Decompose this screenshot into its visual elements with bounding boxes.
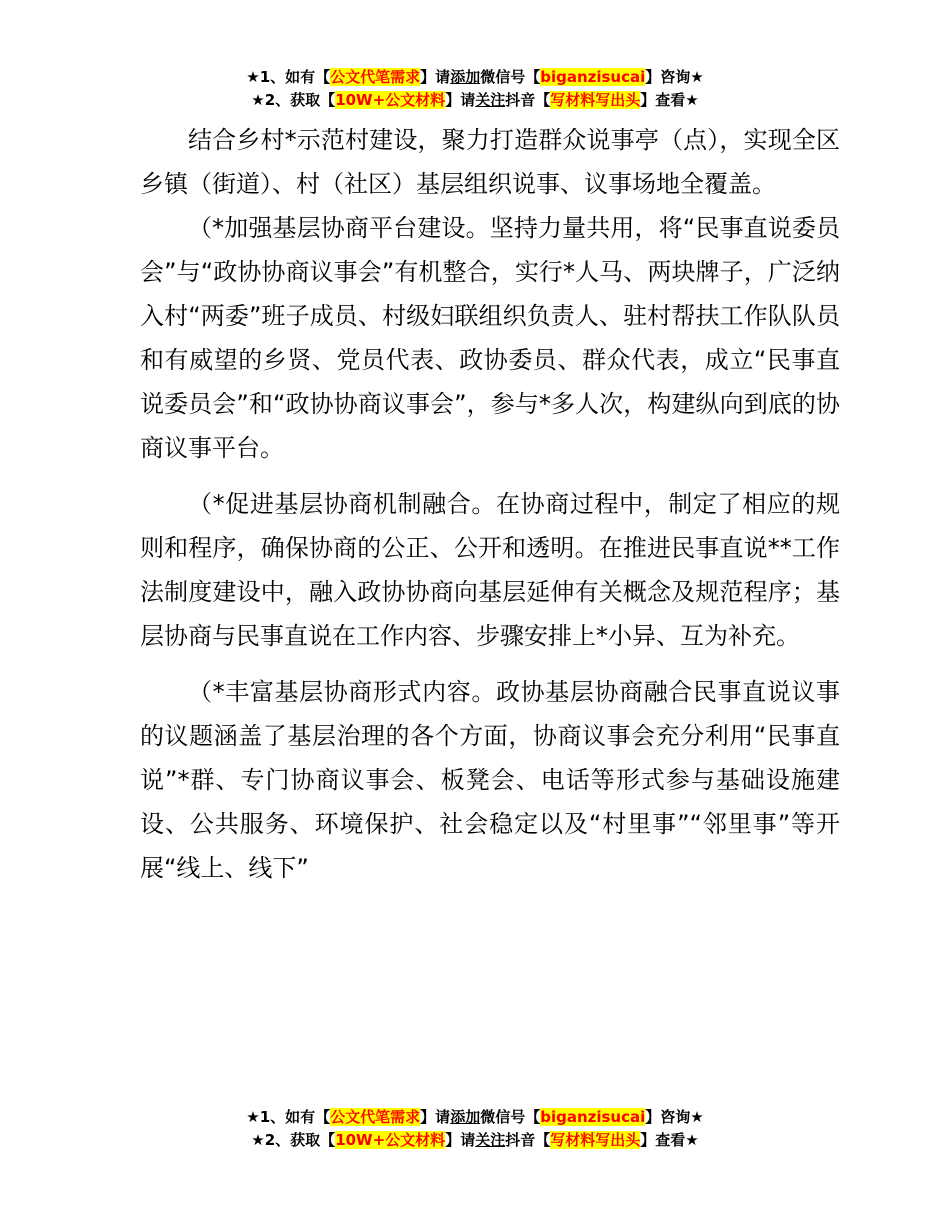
banner-text: 】请 — [420, 1108, 451, 1126]
highlight-douyin-account: 写材料写出头 — [550, 1131, 641, 1149]
banner-text: 】咨询★ — [645, 1108, 704, 1126]
banner-text: 】请 — [445, 1131, 476, 1149]
banner-line-1 — [0, 1106, 950, 1129]
banner-emphasis: 添加 — [450, 68, 481, 86]
header-banner — [0, 66, 950, 112]
banner-emphasis: 关注 — [475, 91, 506, 109]
paragraph: （*丰富基层协商形式内容。政协基层协商融合民事直说议事的议题涵盖了基层治理的各个方面，协商议事会充分利用“民事直说”*群、专门协商议事会、板凳会、电话等形式参与基础设施建设、公共服务、环境保护、社会稳定以及“村里事”“邻里事”等开展“线上、线下” — [140, 678, 840, 882]
highlight-douyin-account: 写材料写出头 — [550, 91, 641, 109]
highlight-service: 公文代笔需求 — [330, 68, 421, 86]
banner-text: 】查看★ — [640, 1131, 699, 1149]
highlight-materials: 10W+公文材料 — [335, 91, 446, 109]
paragraph: 结合乡村*示范村建设，聚力打造群众说事亭（点），实现全区乡镇（街道）、村（社区）基层组织说事、议事场地全覆盖。 — [140, 126, 840, 198]
banner-line-2 — [0, 1129, 950, 1152]
paragraph: （*促进基层协商机制融合。在协商过程中，制定了相应的规则和程序，确保协商的公正、公开和透明。在推进民事直说**工作法制度建设中，融入政协协商向基层延伸有关概念及规范程序；基层协商与民事直说在工作内容、步骤安排上*小异、互为补充。 — [140, 490, 840, 650]
highlight-service: 公文代笔需求 — [330, 1108, 421, 1126]
banner-emphasis: 添加 — [450, 1108, 481, 1126]
banner-text: 微信号【 — [480, 68, 541, 86]
banner-line-2 — [0, 89, 950, 112]
banner-text: 】请 — [445, 91, 476, 109]
document-body — [140, 118, 840, 902]
highlight-wechat-id: biganzisucai — [540, 68, 646, 86]
banner-text: 微信号【 — [480, 1108, 541, 1126]
banner-text: ★1、如有【 — [246, 68, 331, 86]
banner-emphasis: 关注 — [475, 1131, 506, 1149]
banner-text: 抖音【 — [505, 91, 551, 109]
banner-text: 抖音【 — [505, 1131, 551, 1149]
banner-text: 】咨询★ — [645, 68, 704, 86]
banner-text: 】查看★ — [640, 91, 699, 109]
highlight-materials: 10W+公文材料 — [335, 1131, 446, 1149]
banner-text: 】请 — [420, 68, 451, 86]
highlight-wechat-id: biganzisucai — [540, 1108, 646, 1126]
banner-text: ★1、如有【 — [246, 1108, 331, 1126]
banner-line-1 — [0, 66, 950, 89]
footer-banner — [0, 1106, 950, 1152]
banner-text: ★2、获取【 — [251, 91, 336, 109]
banner-text: ★2、获取【 — [251, 1131, 336, 1149]
paragraph: （*加强基层协商平台建设。坚持力量共用，将“民事直说委员会”与“政协协商议事会”有机整合，实行*人马、两块牌子，广泛纳入村“两委”班子成员、村级妇联组织负责人、驻村帮扶工作队队员和有威望的乡贤、党员代表、政协委员、群众代表，成立“民事直说委员会”和“政协协商议事会”，参与*多人次，构建纵向到底的协商议事平台。 — [140, 214, 840, 462]
